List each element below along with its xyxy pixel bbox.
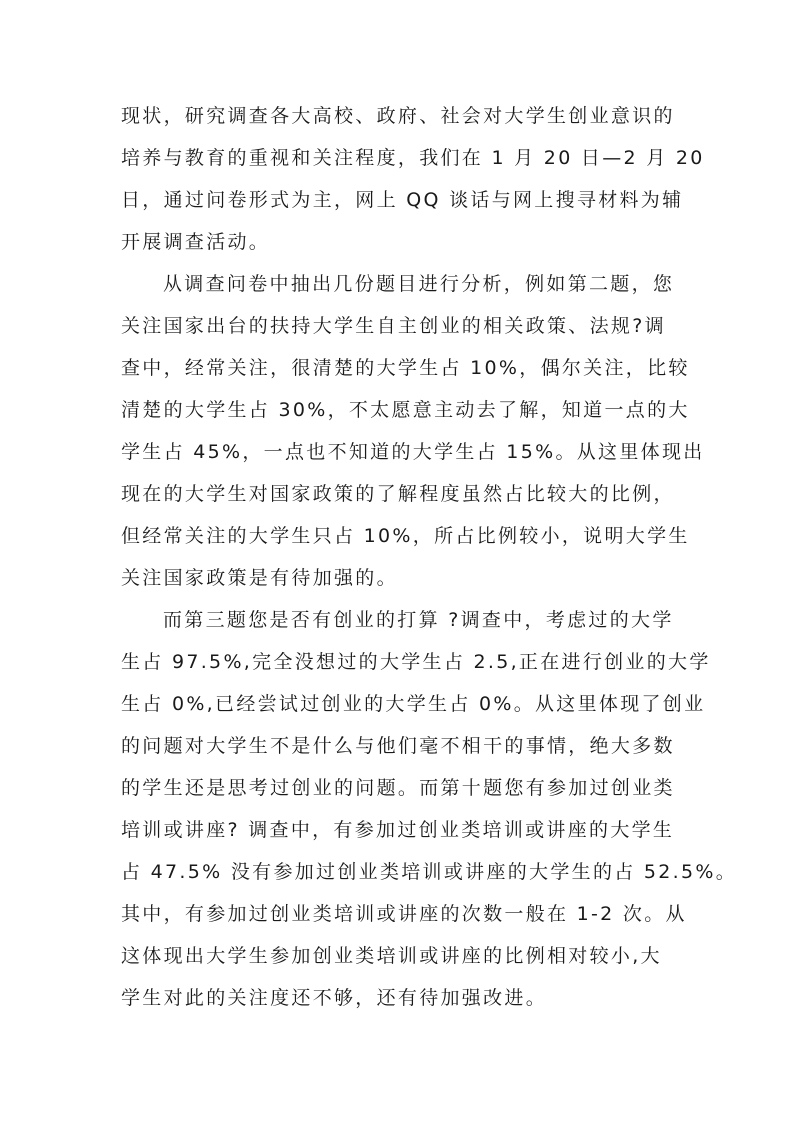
text-line: 学生对此的关注度还不够，还有待加强改进。 — [121, 987, 548, 1009]
text-line: 其中，有参加过创业类培训或讲座的次数一般在 1-2 次。从 — [121, 903, 687, 925]
paragraph-first-line: 从调查问卷中抽出几份题目进行分析，例如第二题，您 — [163, 273, 675, 295]
paragraph-first-line: 而第三题您是否有创业的打算 ?调查中，考虑过的大学 — [163, 609, 674, 631]
text-line: 的学生还是思考过创业的问题。而第十题您有参加过创业类 — [121, 777, 675, 799]
text-line: 培养与教育的重视和关注程度，我们在 1 月 20 日—2 月 20 — [121, 147, 705, 169]
text-line: 清楚的大学生占 30%，不太愿意主动去了解，知道一点的大 — [121, 399, 690, 421]
text-line: 开展调查活动。 — [121, 231, 271, 253]
text-line: 但经常关注的大学生只占 10%，所占比例较小，说明大学生 — [121, 525, 690, 547]
text-line: 的问题对大学生不是什么与他们毫不相干的事情，绝大多数 — [121, 735, 675, 757]
text-line: 学生占 45%，一点也不知道的大学生占 15%。从这里体现出 — [121, 441, 705, 463]
text-line: 日，通过问卷形式为主，网上 QQ 谈话与网上搜寻材料为辅 — [121, 189, 684, 211]
text-line: 生占 0%,已经尝试过创业的大学生占 0%。从这里体现了创业 — [121, 693, 706, 715]
text-line: 查中，经常关注，很清楚的大学生占 10%，偶尔关注，比较 — [121, 357, 690, 379]
text-line: 生占 97.5%,完全没想过的大学生占 2.5,正在进行创业的大学 — [121, 651, 711, 673]
text-line: 关注国家政策是有待加强的。 — [121, 567, 398, 589]
text-line: 现在的大学生对国家政策的了解程度虽然占比较大的比例， — [121, 483, 675, 505]
text-line: 现状，研究调查各大高校、政府、社会对大学生创业意识的 — [121, 105, 675, 127]
text-line: 这体现出大学生参加创业类培训或讲座的比例相对较小,大 — [121, 945, 662, 967]
text-line: 培训或讲座? 调查中，有参加过创业类培训或讲座的大学生 — [121, 819, 675, 841]
text-line: 关注国家出台的扶持大学生自主创业的相关政策、法规?调 — [121, 315, 666, 337]
text-line: 占 47.5% 没有参加过创业类培训或讲座的大学生的占 52.5%。 — [121, 861, 738, 883]
